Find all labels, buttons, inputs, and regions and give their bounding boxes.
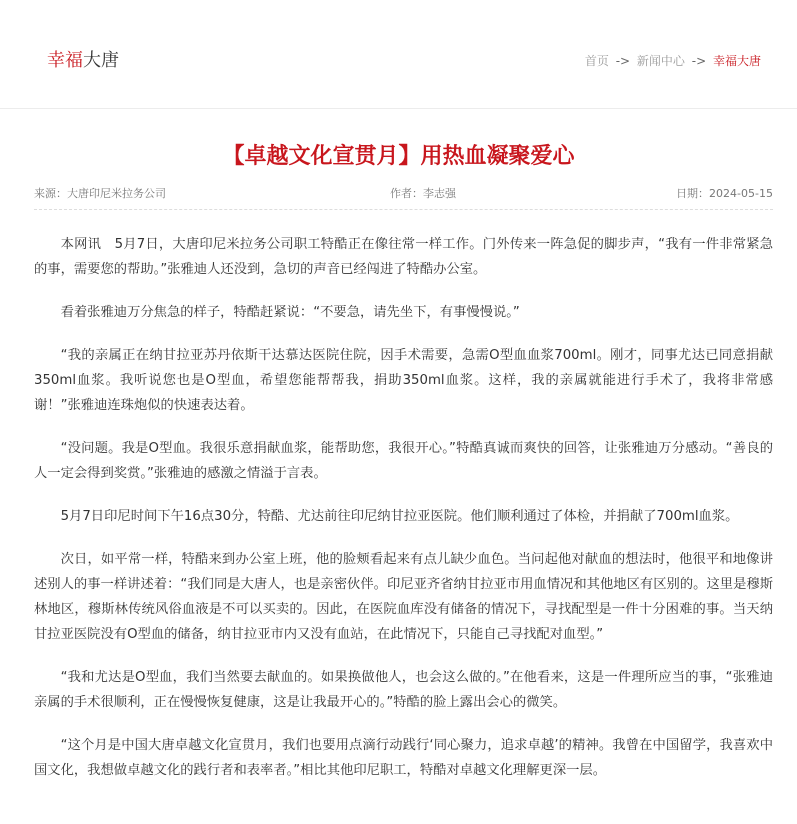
article-paragraph: “我的亲属正在纳甘拉亚苏丹依斯干达慕达医院住院，因手术需要，急需O型血血浆700ml。刚才，同事尤达已同意捐献350ml血浆。我听说您也是O型血，希望您能帮帮我，捐助350ml血浆。这样，我的亲属就能进行手术了，我将非常感谢！”张雅迪连珠炮似的快速表达着。: [34, 348, 773, 413]
article-author: 作者：李志强: [390, 187, 456, 200]
breadcrumb-news-link[interactable]: 新闻中心: [636, 54, 685, 68]
meta-divider: [34, 209, 773, 210]
article-paragraph: 看着张雅迪万分焦急的样子，特酷赶紧说：“不要急，请先坐下，有事慢慢说。”: [60, 305, 520, 320]
breadcrumb-home-link[interactable]: 首页: [584, 54, 609, 68]
article-paragraph: “这个月是中国大唐卓越文化宣贯月，我们也要用点滴行动践行‘同心聚力，追求卓越’的精神。我曾在中国留学，我喜欢中国文化，我想做卓越文化的践行者和表率者。”相比其他印尼职工，特酷对卓越文化理解更深一层。: [34, 738, 773, 778]
article-source: 来源：大唐印尼米拉务公司: [34, 187, 166, 200]
breadcrumb-separator: ->: [691, 54, 707, 68]
article-paragraph: “没问题。我是O型血。我很乐意捐献血浆，能帮助您，我很开心。”特酷真诚而爽快的回答，让张雅迪万分感动。“善良的人一定会得到奖赏。”张雅迪的感激之情溢于言表。: [34, 441, 773, 481]
breadcrumb: [585, 52, 761, 70]
article-date: 日期：2024-05-15: [676, 187, 773, 200]
article-title: 【卓越文化宣贯月】用热血凝聚爱心: [222, 144, 575, 169]
article-paragraph: 本网讯 5月7日，大唐印尼米拉务公司职工特酷正在像往常一样工作。门外传来一阵急促的脚步声，“我有一件非常紧急的事，需要您的帮助。”张雅迪人还没到，急切的声音已经闯进了特酷办公室。: [34, 237, 773, 277]
article-body: [34, 232, 773, 801]
brand-logo[interactable]: [47, 49, 119, 73]
brand-dark-text: 大唐: [83, 50, 119, 71]
breadcrumb-separator: ->: [615, 54, 631, 68]
article-meta: [34, 184, 773, 204]
article-paragraph: 5月7日印尼时间下午16点30分，特酷、尤达前往印尼纳甘拉亚医院。他们顺利通过了体检，并捐献了700ml血浆。: [60, 509, 739, 524]
breadcrumb-current[interactable]: 幸福大唐: [712, 54, 761, 68]
brand-red-text: 幸福: [47, 50, 83, 71]
site-header: [0, 0, 797, 109]
article-paragraph: 次日，如平常一样，特酷来到办公室上班，他的脸颊看起来有点儿缺少血色。当问起他对献血的想法时，他很平和地像讲述别人的事一样讲述着：“我们同是大唐人，也是亲密伙伴。印尼亚齐省纳甘拉亚市用血情况和其他地区有区别的。这里是穆斯林地区，穆斯林传统风俗血液是不可以买卖的。因此，在医院血库没有储备的情况下，寻找配型是一件十分困难的事。当天纳甘拉亚医院没有O型血的储备，纳甘拉亚市内又没有血站，在此情况下，只能自己寻找配对血型。”: [34, 552, 773, 642]
article-paragraph: “我和尤达是O型血，我们当然要去献血的。如果换做他人，也会这么做的。”在他看来，这是一件理所应当的事，“张雅迪亲属的手术很顺利，正在慢慢恢复健康，这是让我最开心的。”特酷的脸上露出会心的微笑。: [34, 670, 773, 710]
